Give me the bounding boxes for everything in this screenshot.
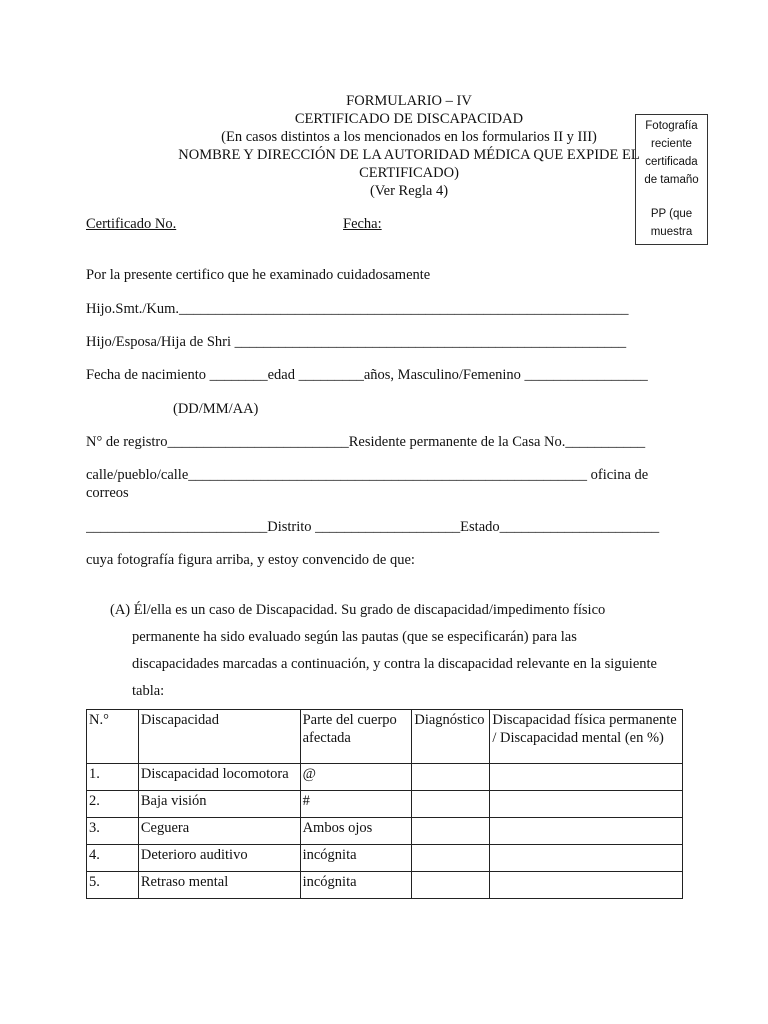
- street-line: calle/pueblo/calle_______________________________________________________ oficina de: [86, 467, 649, 483]
- street-line-continuation: correos: [86, 485, 129, 501]
- disability-table: [86, 709, 683, 899]
- name-line: Hijo.Smt./Kum.______________________________________________________________: [86, 301, 629, 317]
- row-body-part: #: [300, 791, 412, 818]
- district-state-line: _________________________Distrito ____________________Estado______________________: [86, 519, 660, 535]
- certificate-title: CERTIFICADO DE DISCAPACIDAD: [294, 111, 524, 127]
- form-number: FORMULARIO – IV: [346, 93, 472, 109]
- photo-box-line-6: muestra: [650, 226, 693, 238]
- date-format-hint: (DD/MM/AA): [173, 401, 259, 417]
- section-a-line-3: discapacidades marcadas a continuación, y contra la discapacidad relevante en la siguiente: [132, 656, 657, 672]
- row-percentage[interactable]: [490, 845, 683, 872]
- header-disability: Discapacidad: [138, 710, 300, 764]
- photo-box-line-3: certificada: [645, 156, 698, 168]
- photo-statement: cuya fotografía figura arriba, y estoy convencido de que:: [86, 552, 415, 568]
- header-body-part: Parte del cuerpo afectada: [300, 710, 412, 764]
- section-a-paragraph: [110, 597, 690, 705]
- row-diagnosis[interactable]: [412, 818, 490, 845]
- section-a-line-4: tabla:: [132, 683, 165, 699]
- row-body-part: incógnita: [300, 845, 412, 872]
- section-a-line-2: permanente ha sido evaluado según las pautas (que se especificarán) para las: [132, 629, 577, 645]
- header-number: N.°: [87, 710, 139, 764]
- table-row: [87, 845, 683, 872]
- photo-placeholder-box: [635, 114, 708, 245]
- row-diagnosis[interactable]: [412, 872, 490, 899]
- certificate-subtitle: (En casos distintos a los mencionados en los formularios II y III): [221, 129, 597, 145]
- row-disability: Ceguera: [138, 818, 300, 845]
- table-row: [87, 818, 683, 845]
- row-body-part: incógnita: [300, 872, 412, 899]
- row-percentage[interactable]: [490, 818, 683, 845]
- photo-box-line-4: de tamaño: [644, 174, 699, 186]
- page-cutoff: [80, 900, 700, 930]
- authority-line-1: NOMBRE Y DIRECCIÓN DE LA AUTORIDAD MÉDICA QUE EXPIDE EL: [178, 147, 640, 163]
- relation-line: Hijo/Esposa/Hija de Shri ______________________________________________________: [86, 334, 627, 350]
- row-number: 3.: [87, 818, 139, 845]
- photo-box-line-5: PP (que: [650, 208, 693, 220]
- table-header-row: [87, 710, 683, 764]
- table-row: [87, 764, 683, 791]
- birthdate-line: Fecha de nacimiento ________edad _________años, Masculino/Femenino _________________: [86, 367, 648, 383]
- row-number: 1.: [87, 764, 139, 791]
- row-disability: Deterioro auditivo: [138, 845, 300, 872]
- row-number: 4.: [87, 845, 139, 872]
- row-percentage[interactable]: [490, 872, 683, 899]
- row-disability: Retraso mental: [138, 872, 300, 899]
- registration-line: N° de registro_________________________Residente permanente de la Casa No.___________: [86, 434, 646, 450]
- date-label: Fecha:: [343, 216, 382, 232]
- row-diagnosis[interactable]: [412, 845, 490, 872]
- authority-line-2: CERTIFICADO): [359, 165, 459, 181]
- row-diagnosis[interactable]: [412, 764, 490, 791]
- row-percentage[interactable]: [490, 764, 683, 791]
- rule-reference: (Ver Regla 4): [369, 183, 449, 199]
- table-row: [87, 872, 683, 899]
- header-diagnosis: Diagnóstico: [412, 710, 490, 764]
- intro-text: Por la presente certifico que he examinado cuidadosamente: [86, 267, 431, 283]
- row-diagnosis[interactable]: [412, 791, 490, 818]
- row-body-part: Ambos ojos: [300, 818, 412, 845]
- certificate-number-label: Certificado No.: [86, 216, 177, 232]
- photo-box-line-1: Fotografía: [645, 120, 698, 132]
- row-number: 5.: [87, 872, 139, 899]
- row-percentage[interactable]: [490, 791, 683, 818]
- section-a-line-1: (A) Él/ella es un caso de Discapacidad. Su grado de discapacidad/impedimento físico: [110, 602, 606, 618]
- photo-box-line-2: reciente: [651, 138, 692, 150]
- row-disability: Discapacidad locomotora: [138, 764, 300, 791]
- row-body-part: @: [300, 764, 412, 791]
- header-percentage: Discapacidad física permanente / Discapacidad mental (en %): [490, 710, 683, 764]
- row-disability: Baja visión: [138, 791, 300, 818]
- row-number: 2.: [87, 791, 139, 818]
- table-row: [87, 791, 683, 818]
